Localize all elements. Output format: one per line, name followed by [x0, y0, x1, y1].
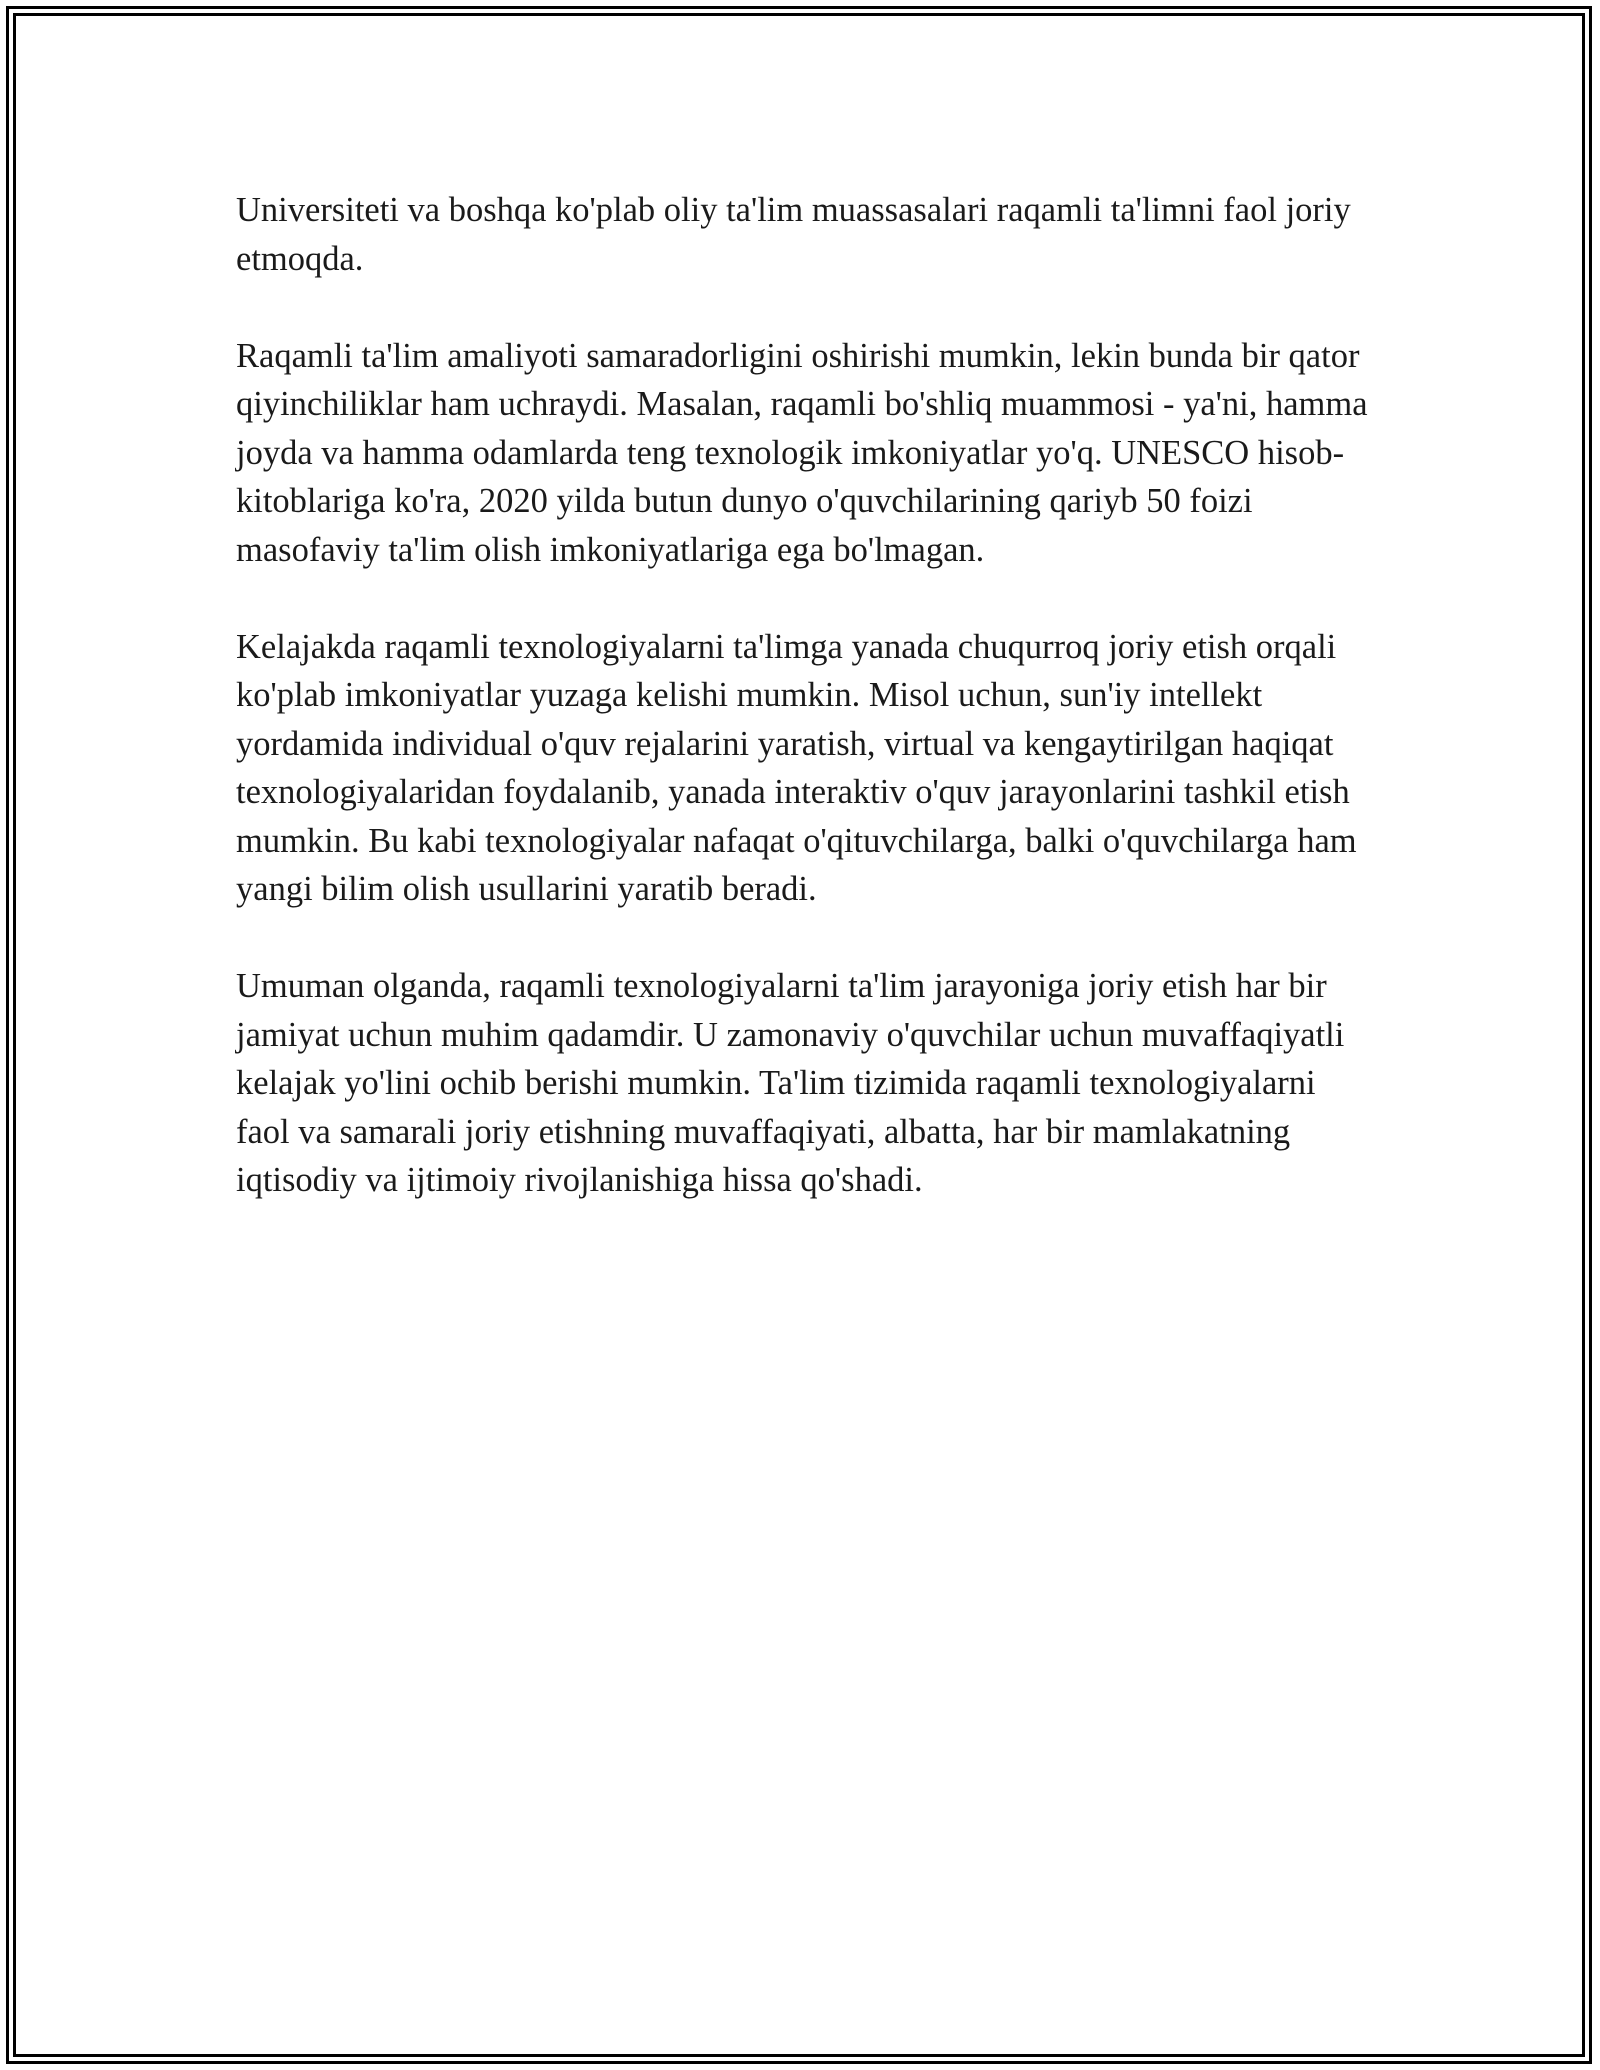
paragraph-3: Kelajakda raqamli texnologiyalarni ta'limga yanada chuqurroq joriy etish orqali ko'plab imkoniyatlar yuzaga kelishi mumkin. Misol uchun, sun'iy intellekt yordamida individual o'quv rejalarini yaratish, virtual va kengaytirilgan haqiqat texnologiyalaridan foydalanib, yanada interaktiv o'quv jarayonlarini tashkil etish mumkin. Bu kabi texnologiyalar nafaqat o'qituvchilarga, balki o'quvchilarga ham yangi bilim olish usullarini yaratib beradi.: [236, 627, 1357, 908]
paragraph-4: Umuman olganda, raqamli texnologiyalarni ta'lim jarayoniga joriy etish har bir jamiyat uchun muhim qadamdir. U zamonaviy o'quvchilar uchun muvaffaqiyatli kelajak yo'lini ochib berishi mumkin. Ta'lim tizimida raqamli texnologiyalarni faol va samarali joriy etishning muvaffaqiyati, albatta, har bir mamlakatning iqtisodiy va ijtimoiy rivojlanishiga hissa qo'shadi.: [236, 967, 1345, 1199]
paragraph-2: Raqamli ta'lim amaliyoti samaradorligini oshirishi mumkin, lekin bunda bir qator qiyinchiliklar ham uchraydi. Masalan, raqamli bo'shliq muammosi - ya'ni, hamma joyda va hamma odamlarda teng texnologik imkoniyatlar yo'q. UNESCO hisob-kitoblariga ko'ra, 2020 yilda butun dunyo o'quvchilarining qariyb 50 foizi masofaviy ta'lim olish imkoniyatlariga ega bo'lmagan.: [236, 336, 1368, 569]
paragraph-1: Universiteti va boshqa ko'plab oliy ta'lim muassasalari raqamli ta'limni faol joriy etmoqda.: [236, 191, 1351, 278]
document-body: [236, 186, 1376, 1253]
